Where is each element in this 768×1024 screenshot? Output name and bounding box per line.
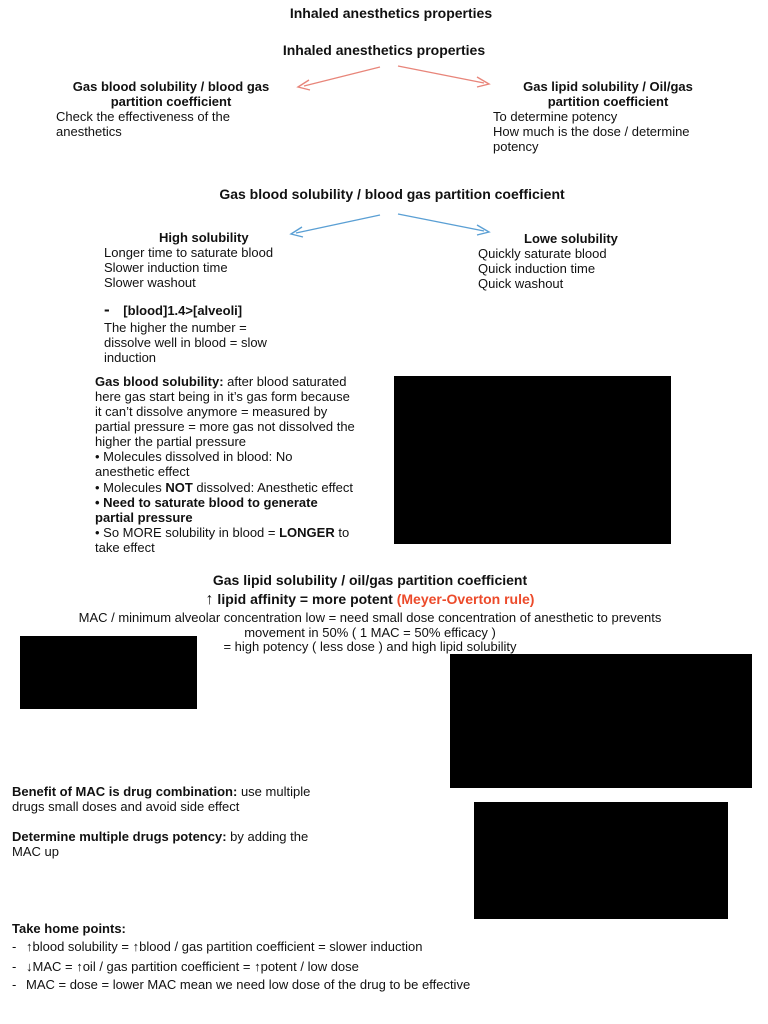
low-item: Quick induction time xyxy=(478,261,596,276)
mac-line3: = high potency ( less dose ) and high lipid solubility xyxy=(223,639,517,654)
take-home-point xyxy=(12,937,470,957)
point-text: ↑blood solubility = ↑blood / gas partition coefficient = slower induction xyxy=(26,939,423,954)
take-home-heading: Take home points: xyxy=(12,921,126,936)
point-dash: - xyxy=(12,977,17,992)
arrow-right-line xyxy=(398,66,484,83)
solubility-explanation xyxy=(95,374,390,555)
section1-right-block xyxy=(493,79,723,154)
explain-line: partial pressure = more gas not dissolved the xyxy=(95,419,355,434)
explain-lead xyxy=(95,374,390,389)
redacted-image-4 xyxy=(474,802,728,919)
explain-lead-rest: after blood saturated xyxy=(223,374,347,389)
right-text-line3: potency xyxy=(493,139,539,154)
explain-line: • Molecules dissolved in blood: No xyxy=(95,449,293,464)
redacted-image-1 xyxy=(394,376,671,544)
low-item: Quick washout xyxy=(478,276,564,291)
ratio-formula: [blood]1.4>[alveoli] xyxy=(123,303,243,318)
explain-not-bold: NOT xyxy=(165,480,193,495)
mac-line1: MAC / minimum alveolar concentration low = need small dose concentration of anesthetic to prevents xyxy=(78,610,662,625)
explain-need-line1: • Need to saturate blood to generate xyxy=(95,495,318,510)
redacted-image-3 xyxy=(450,654,752,788)
section1-title: Inhaled anesthetics properties xyxy=(282,42,486,58)
arrow-left-line xyxy=(304,67,380,86)
section3-title: Gas lipid solubility / oil/gas partition coefficient xyxy=(212,572,528,588)
ratio-text: induction xyxy=(104,350,157,365)
explain-line: anesthetic effect xyxy=(95,464,190,479)
page-title: Inhaled anesthetics properties xyxy=(289,5,493,21)
low-item: Quickly saturate blood xyxy=(478,246,607,261)
right-heading-line1: Gas lipid solubility / Oil/gas xyxy=(523,79,693,94)
section3-subtitle-text: lipid affinity = more potent xyxy=(213,591,397,607)
explain-so-pre: • So MORE solubility in blood = xyxy=(95,525,280,540)
explain-lead-bold: Gas blood solubility: xyxy=(95,374,224,389)
take-home-point xyxy=(12,957,470,976)
benefit-bold: Benefit of MAC is drug combination: xyxy=(12,784,238,799)
point-dash: - xyxy=(12,959,17,974)
benefit-rest: use multiple xyxy=(237,784,311,799)
left-heading-line1: Gas blood solubility / blood gas xyxy=(72,79,270,94)
ratio-text: The higher the number = xyxy=(104,320,247,335)
meyer-overton-rule: (Meyer-Overton rule) xyxy=(396,591,535,607)
high-item: Slower washout xyxy=(104,275,196,290)
section3-subtitle xyxy=(0,591,740,608)
left-text-line1: Check the effectiveness of the xyxy=(56,109,230,124)
up-arrow-icon: ↑ xyxy=(205,591,214,608)
right-text-line2: How much is the dose / determine xyxy=(493,124,690,139)
explain-so-post: to xyxy=(334,525,350,540)
take-home-list xyxy=(12,937,470,993)
explain-not-pre: • Molecules xyxy=(95,480,166,495)
right-heading-line2: partition coefficient xyxy=(547,94,669,109)
high-solubility-block xyxy=(104,230,273,290)
explain-not-post: dissolved: Anesthetic effect xyxy=(192,480,353,495)
low-solubility-block xyxy=(478,231,618,291)
ratio-line xyxy=(104,302,267,318)
left-text-line2: anesthetics xyxy=(56,124,122,139)
section1-left-block xyxy=(56,79,286,139)
left-heading-line2: partition coefficient xyxy=(110,94,232,109)
explain-line: higher the partial pressure xyxy=(95,434,247,449)
determine-line2: MAC up xyxy=(12,844,59,859)
benefit-line1 xyxy=(12,784,310,799)
explain-so-bold: LONGER xyxy=(279,525,335,540)
determine-block xyxy=(12,829,308,859)
low-solubility-heading: Lowe solubility xyxy=(524,231,618,246)
ratio-dash: - xyxy=(104,300,110,319)
explain-need-line2: partial pressure xyxy=(95,510,193,525)
explain-not-line xyxy=(95,480,390,495)
arrow-blue-right-line xyxy=(398,214,484,231)
high-item: Longer time to saturate blood xyxy=(104,245,274,260)
arrow-blue-left-line xyxy=(296,215,380,233)
explain-line: it can’t dissolve anymore = measured by xyxy=(95,404,328,419)
explain-line: here gas start being in it’s gas form because xyxy=(95,389,350,404)
determine-bold: Determine multiple drugs potency: xyxy=(12,829,227,844)
section2-title: Gas blood solubility / blood gas partition coefficient xyxy=(219,186,565,202)
point-dash: - xyxy=(12,939,17,954)
redacted-image-2 xyxy=(20,636,197,709)
ratio-block xyxy=(104,302,267,365)
explain-so-line xyxy=(95,525,390,540)
mac-line2: movement in 50% ( 1 MAC = 50% efficacy ) xyxy=(244,625,496,640)
right-text-line1: To determine potency xyxy=(493,109,618,124)
benefit-line2: drugs small doses and avoid side effect xyxy=(12,799,240,814)
high-solubility-heading: High solubility xyxy=(159,230,249,245)
high-item: Slower induction time xyxy=(104,260,228,275)
determine-rest: by adding the xyxy=(226,829,309,844)
determine-line1 xyxy=(12,829,308,844)
explain-so-line2: take effect xyxy=(95,540,155,555)
benefit-block xyxy=(12,784,310,814)
point-text: MAC = dose = lower MAC mean we need low dose of the drug to be effective xyxy=(26,977,471,992)
take-home-point xyxy=(12,976,470,993)
ratio-text: dissolve well in blood = slow xyxy=(104,335,267,350)
point-text: ↓MAC = ↑oil / gas partition coefficient = ↑potent / low dose xyxy=(26,959,359,974)
